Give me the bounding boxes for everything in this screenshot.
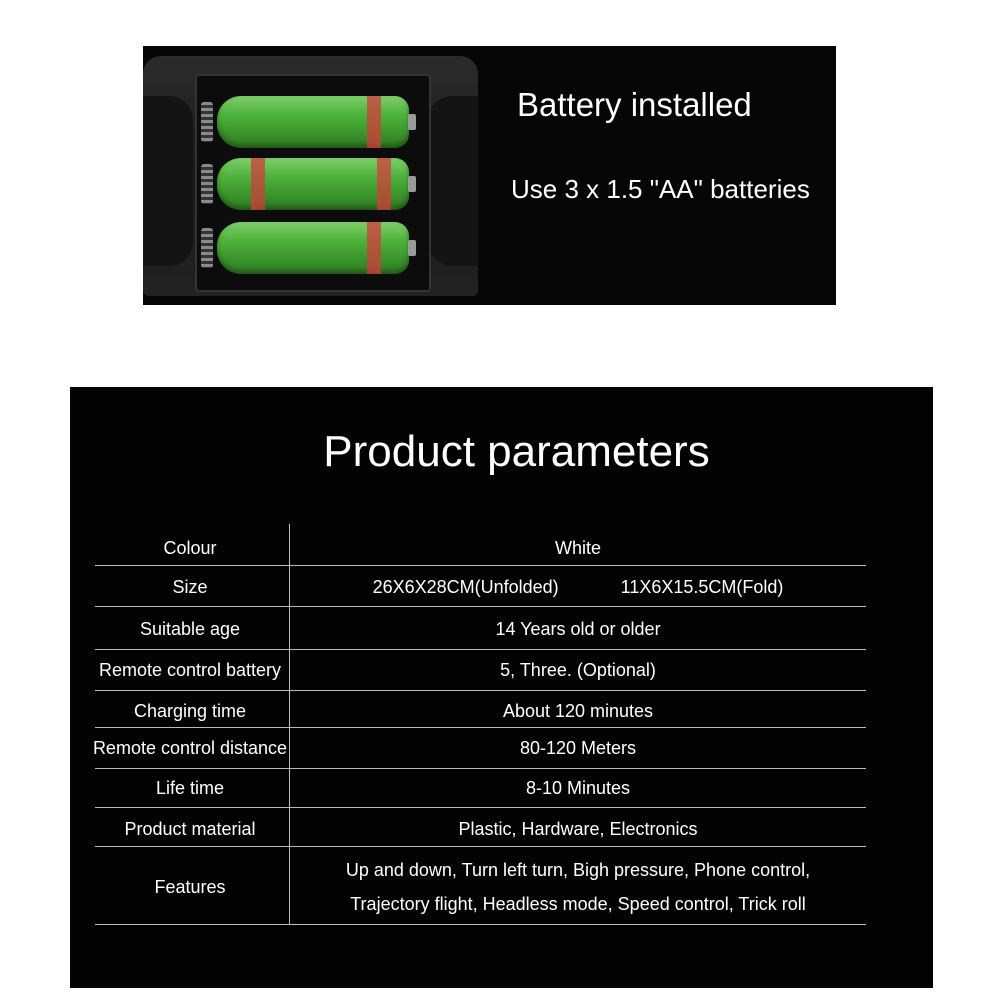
table-row	[90, 568, 866, 606]
row-divider	[95, 690, 866, 691]
battery-tray	[195, 74, 431, 292]
param-label: Life time	[155, 777, 225, 798]
param-value: 5, Three. (Optional)	[500, 659, 656, 680]
features-line: Trajectory flight, Headless mode, Speed control, Trick roll	[350, 894, 806, 914]
param-value	[290, 577, 866, 598]
row-divider	[95, 565, 866, 566]
table-row	[90, 770, 866, 806]
table-row	[90, 692, 866, 730]
spring-icon	[201, 102, 213, 142]
compartment-wing	[143, 96, 193, 266]
battery-label-band	[377, 158, 391, 210]
param-value: About 120 minutes	[502, 700, 654, 721]
row-divider	[95, 649, 866, 650]
table-row	[90, 532, 866, 564]
table-row	[90, 848, 866, 926]
param-value: 8-10 Minutes	[525, 777, 631, 798]
battery-installed-heading: Battery installed	[517, 86, 752, 123]
battery-compartment-image	[143, 56, 478, 296]
param-value: 80-120 Meters	[519, 737, 637, 758]
table-row	[90, 610, 866, 648]
battery-label-band	[367, 222, 381, 274]
param-value: Plastic, Hardware, Electronics	[458, 818, 698, 839]
aa-battery-icon	[217, 158, 409, 210]
row-divider	[95, 924, 866, 925]
features-line: Up and down, Turn left turn, Bigh pressure, Phone control,	[345, 860, 811, 880]
row-divider	[95, 846, 866, 847]
param-label: Colour	[163, 537, 217, 558]
param-label: Size	[172, 576, 208, 597]
battery-panel	[143, 46, 836, 305]
aa-battery-icon	[217, 96, 409, 148]
param-value: 14 Years old or older	[495, 618, 661, 639]
product-parameters-panel	[70, 387, 933, 988]
size-unfolded-value: 26X6X28CM(Unfolded)	[372, 576, 559, 597]
compartment-wing	[428, 96, 478, 266]
row-divider	[95, 768, 866, 769]
param-label: Product material	[124, 818, 256, 839]
table-row	[90, 652, 866, 688]
param-value: White	[554, 537, 601, 558]
param-label: Remote control battery	[98, 659, 282, 680]
param-label: Charging time	[133, 700, 247, 721]
param-value	[290, 860, 866, 914]
battery-requirement-text: Use 3 x 1.5 "AA" batteries	[511, 174, 810, 204]
battery-label-band	[251, 158, 265, 210]
row-divider	[95, 807, 866, 808]
aa-battery-icon	[217, 222, 409, 274]
param-label: Features	[154, 876, 226, 897]
spring-icon	[201, 164, 213, 204]
row-divider	[95, 606, 866, 607]
battery-label-band	[367, 96, 381, 148]
size-fold-value: 11X6X15.5CM(Fold)	[620, 576, 784, 597]
param-label: Suitable age	[139, 618, 241, 639]
spring-icon	[201, 228, 213, 268]
table-row	[90, 730, 866, 766]
product-parameters-heading: Product parameters	[323, 427, 710, 476]
table-row	[90, 810, 866, 848]
row-divider	[95, 727, 866, 728]
param-label: Remote control distance	[92, 737, 288, 758]
